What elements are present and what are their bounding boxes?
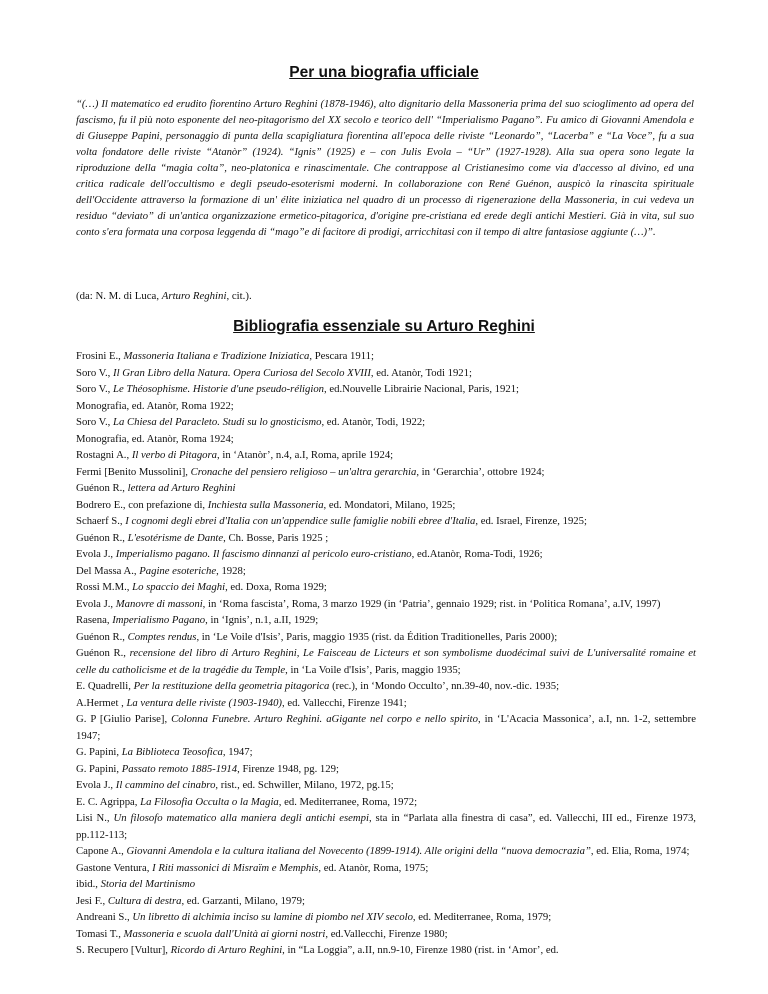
entry-text: , ed.Atanòr, Roma-Todi, 1926; bbox=[411, 548, 543, 560]
entry-text: Rostagni A., bbox=[76, 449, 132, 461]
entry-text: Evola J., bbox=[76, 779, 116, 791]
bibliography-entry bbox=[76, 777, 696, 794]
bibliography-entry bbox=[76, 810, 696, 843]
section-heading-biography: Per una biografia ufficiale bbox=[289, 64, 479, 81]
entry-text: , ed. Israel, Firenze, 1925; bbox=[475, 515, 587, 527]
bibliography-entry bbox=[76, 843, 696, 860]
entry-text: , in “La Loggia”, a.II, nn.9-10, Firenze 1980 (rist. in ‘Amor’, ed. bbox=[282, 944, 559, 956]
entry-title: Il Gran Libro della Natura. Opera Curiosa del Secolo XVIII bbox=[113, 366, 371, 379]
entry-title: Lo spaccio dei Maghi bbox=[132, 581, 226, 593]
source-prefix: (da: N. M. di Luca, bbox=[76, 290, 162, 302]
bibliography-entry bbox=[76, 860, 696, 877]
entry-text: , ed. Doxa, Roma 1929; bbox=[225, 581, 327, 593]
entry-text: Schaerf S., bbox=[76, 515, 126, 527]
entry-text: , 1928; bbox=[216, 564, 246, 577]
bibliography-entry bbox=[76, 612, 696, 629]
entry-title: Giovanni Amendola e la cultura italiana del Novecento (1899-1914). Alle origini della “nuova democrazia” bbox=[126, 845, 591, 857]
entry-text: , ed.Vallecchi, Firenze 1980; bbox=[325, 927, 448, 940]
bibliography-entry bbox=[76, 678, 696, 695]
bibliography-entry bbox=[76, 513, 696, 530]
source-suffix: , cit.). bbox=[226, 290, 252, 302]
bibliography-entry bbox=[76, 530, 696, 547]
entry-title: I Riti massonici di Misraïm e Memphis bbox=[152, 861, 319, 874]
entry-text: E. Quadrelli, bbox=[76, 680, 134, 692]
entry-text: , ed. Garzanti, Milano, 1979; bbox=[181, 894, 305, 907]
entry-title: Il verbo di Pitagora bbox=[131, 449, 218, 461]
bibliography-entry bbox=[76, 414, 696, 431]
entry-text: Capone A., bbox=[76, 845, 127, 857]
bibliography-list bbox=[76, 348, 696, 959]
entry-title: Il cammino del cinabro bbox=[115, 779, 216, 791]
bibliography-entry bbox=[76, 464, 696, 481]
entry-title: Imperialismo Pagano bbox=[112, 614, 206, 626]
bibliography-entry bbox=[76, 629, 696, 646]
entry-title: I cognomi degli ebrei d'Italia con un'appendice sulle famiglie nobili ebree d'Italia bbox=[125, 515, 476, 527]
bibliography-entry bbox=[76, 794, 696, 811]
bibliography-entry bbox=[76, 365, 696, 382]
entry-title: Un filosofo matematico alla maniera degli antichi esempi bbox=[113, 812, 369, 824]
bibliography-entry bbox=[76, 480, 696, 497]
entry-text: , in ‘La Voile d'Isis’, Paris, maggio 1935; bbox=[285, 663, 461, 676]
bibliography-entry bbox=[76, 447, 696, 464]
entry-text: , in ‘Gerarchia’, ottobre 1924; bbox=[416, 465, 545, 478]
entry-text: Jesi F., bbox=[76, 894, 108, 907]
entry-text: , ed. Mondatori, Milano, 1925; bbox=[323, 498, 456, 511]
entry-text: Guénon R., bbox=[76, 482, 128, 494]
bibliography-entry bbox=[76, 761, 696, 778]
entry-text: , 1947; bbox=[222, 746, 253, 758]
entry-title: La ventura delle riviste (1903-1940) bbox=[126, 696, 282, 709]
entry-text: Monografia, ed. Atanòr, Roma 1922; bbox=[76, 399, 234, 412]
entry-title: La Filosofia Occulta o la Magia bbox=[140, 795, 279, 808]
bibliography-entry bbox=[76, 348, 696, 365]
entry-title: Per la restituzione della geometria pitagorica bbox=[133, 680, 330, 692]
entry-text: Evola J., bbox=[76, 597, 116, 610]
entry-text: , sta in “Parlata alla finestra di casa”, ed. Vallecchi, III ed., Firenze 1973, pp.112-113; bbox=[76, 812, 696, 841]
entry-text: , ed. Atanòr, Roma, 1975; bbox=[318, 861, 429, 874]
bibliography-entry bbox=[76, 909, 696, 926]
entry-title: Passato remoto 1885-1914 bbox=[121, 762, 238, 775]
bibliography-entry bbox=[76, 711, 696, 744]
entry-text: (rec.), in ‘Mondo Occulto’, nn.39-40, nov.-dic. 1935; bbox=[329, 680, 560, 692]
entry-title: Un libretto di alchimia inciso su lamine di piombo nel XIV secolo bbox=[132, 911, 413, 923]
entry-text: G. Papini, bbox=[76, 762, 122, 775]
entry-text: Soro V., bbox=[76, 383, 114, 395]
entry-text: Rasena, bbox=[76, 614, 113, 626]
entry-text: S. Recupero [Vultur], bbox=[76, 944, 171, 956]
entry-title: Le Théosophisme. Historie d'une pseudo-réligion bbox=[113, 383, 325, 395]
entry-text: Soro V., bbox=[76, 366, 114, 379]
entry-text: , ed. Elia, Roma, 1974; bbox=[590, 845, 690, 857]
entry-text: Gastone Ventura, bbox=[76, 861, 153, 874]
entry-title: La Chiesa del Paracleto. Studi su lo gnosticismo bbox=[113, 416, 322, 428]
bibliography-entry bbox=[76, 546, 696, 563]
bibliography-entry bbox=[76, 579, 696, 596]
bibliography-entry bbox=[76, 381, 696, 398]
entry-text: Lisi N., bbox=[76, 812, 114, 824]
bibliography-entry bbox=[76, 398, 696, 415]
entry-text: A.Hermet , bbox=[76, 696, 127, 709]
entry-text: Fermi [Benito Mussolini], bbox=[76, 465, 191, 478]
entry-text: , in ‘Le Voile d'Isis’, Paris, maggio 1935 (rist. da Édition Traditionelles, Paris 2000); bbox=[196, 630, 558, 643]
entry-text: E. C. Agrippa, bbox=[76, 795, 141, 808]
bibliography-entry bbox=[76, 695, 696, 712]
entry-text: , ed. Atanòr, Todi 1921; bbox=[370, 366, 472, 379]
entry-text: ibid., bbox=[76, 878, 101, 890]
entry-title: Comptes rendus bbox=[127, 630, 197, 643]
bibliography-entry bbox=[76, 431, 696, 448]
bibliography-entry bbox=[76, 926, 696, 943]
biography-quote: “(…) Il matematico ed erudito fiorentino Arturo Reghini (1878-1946), alto dignitario della Massoneria prima del suo scioglimento ad opera del fascismo, fu il più noto esponente del neo-pitagorismo del XX secolo e teorico dell' “Imperialismo Pagano”. Fu amico di Giovanni Amendola e di Giuseppe Papini, personaggio di punta della scapigliatura fiorentina all'epoca delle riviste “Leonardo”, “Lacerba” e “La Voce”, fu a sua volta fondatore delle riviste “Atanòr” (1924). “Ignis” (1925) e – con Julis Evola – “Ur” (1927-1928). Alla sua opera sono legate la riproduzione della “magia colta”, neo-platonica e rinascimentale. Che contrappose al Cristianesimo come via d'accesso al divino, ed una critica radicale dell'occultismo e degli pseudo-esoterismi moderni. In collaborazione con René Guénon, auspicò la rinascita spirituale dell'Occidente attraverso la formazione di un' élite iniziatica nel quadro di un processo di rigenerazione della Massoneria, in cui vedeva un residuo “deviato” di un'antica organizzazione ermetico-pitagorica, d'origine pre-cristiana ed erede degli antichi Mestieri. Già in vita, sul suo conto s'era formata una corposa leggenda di “mago”e di facitore di prodigi, arricchitasi con il tempo di altre fantasiose aggiunte (…)”. bbox=[76, 99, 694, 238]
entry-text: Frosini E., bbox=[76, 350, 124, 362]
bibliography-entry bbox=[76, 497, 696, 514]
bibliography-entry bbox=[76, 744, 696, 761]
entry-text: , ed. Atanòr, Todi, 1922; bbox=[321, 416, 426, 428]
entry-text: , Pescara 1911; bbox=[309, 350, 374, 362]
entry-text: , in ‘Roma fascista’, Roma, 3 marzo 1929 (in ‘Patria’, gennaio 1929; rist. in ‘Politica Romana’, a.IV, 1997) bbox=[202, 597, 661, 610]
entry-title: La Biblioteca Teosofica bbox=[121, 746, 223, 758]
entry-text: , Ch. Bosse, Paris 1925 ; bbox=[223, 531, 329, 544]
entry-title: Cultura di destra bbox=[107, 894, 182, 907]
entry-text: Tomasi T., bbox=[76, 927, 124, 940]
entry-text: , ed. Mediterranee, Roma, 1979; bbox=[412, 911, 552, 923]
bibliography-entry bbox=[76, 596, 696, 613]
section-heading-bibliography: Bibliografia essenziale su Arturo Reghini bbox=[233, 318, 535, 335]
entry-title: Pagine esoteriche bbox=[139, 564, 217, 577]
entry-title: Massoneria e scuola dall'Unità ai giorni nostri bbox=[123, 927, 326, 940]
entry-text: Del Massa A., bbox=[76, 564, 140, 577]
entry-title: Ricordo di Arturo Reghini bbox=[170, 944, 283, 956]
entry-title: Colonna Funebre. Arturo Reghini. aGigante nel corpo e nello spirito bbox=[171, 713, 478, 725]
entry-text: Guénon R., bbox=[76, 531, 128, 544]
bibliography-entry bbox=[76, 563, 696, 580]
entry-title: Imperialismo pagano. Il fascismo dinnanzi al pericolo euro-cristiano bbox=[115, 548, 412, 560]
bibliography-entry bbox=[76, 645, 696, 678]
bibliography-entry bbox=[76, 942, 696, 959]
entry-title: lettera ad Arturo Reghini bbox=[127, 482, 236, 494]
entry-text: , rist., ed. Schwiller, Milano, 1972, pg.15; bbox=[215, 779, 394, 791]
bibliography-entry bbox=[76, 876, 696, 893]
entry-title: Massoneria Italiana e Tradizione Iniziatica bbox=[123, 350, 310, 362]
bibliography-entry bbox=[76, 893, 696, 910]
entry-text: , in ‘Atanòr’, n.4, a.I, Roma, aprile 1924; bbox=[217, 449, 394, 461]
entry-text: G. Papini, bbox=[76, 746, 122, 758]
entry-title: recensione del libro di Arturo Reghini, Le Faisceau de Licteurs et son symbolisme duodécimal suivi de L'universalité romaine et celle du catholicisme et de la tragédie du Temple bbox=[76, 647, 697, 676]
entry-text: Evola J., bbox=[76, 548, 116, 560]
entry-text: , Firenze 1948, pg. 129; bbox=[237, 762, 339, 775]
entry-text: , in ‘Ignis’, n.1, a.II, 1929; bbox=[205, 614, 319, 626]
entry-text: Soro V., bbox=[76, 416, 114, 428]
entry-title: Storia del Martinismo bbox=[100, 878, 196, 890]
entry-text: , in ‘L'Acacia Massonica’, a.I, nn. 1-2, settembre 1947; bbox=[76, 713, 696, 742]
entry-text: Guénon R., bbox=[76, 647, 130, 659]
entry-text: , ed. Vallecchi, Firenze 1941; bbox=[282, 696, 407, 709]
entry-title: Cronache del pensiero religioso – un'altra gerarchia bbox=[190, 465, 417, 478]
entry-text: Bodrero E., con prefazione di, bbox=[76, 498, 208, 511]
entry-title: Inchiesta sulla Massoneria bbox=[207, 498, 324, 511]
source-title: Arturo Reghini bbox=[161, 290, 227, 302]
entry-text: Rossi M.M., bbox=[76, 581, 133, 593]
entry-title: Manovre di massoni bbox=[115, 597, 203, 610]
entry-text: G. P [Giulio Parise], bbox=[76, 713, 172, 725]
entry-text: Monografia, ed. Atanòr, Roma 1924; bbox=[76, 432, 234, 445]
entry-text: Guénon R., bbox=[76, 630, 128, 643]
entry-title: L'esotérisme de Dante bbox=[127, 531, 224, 544]
entry-text: Andreani S., bbox=[76, 911, 133, 923]
quote-source bbox=[76, 290, 694, 302]
entry-text: , ed.Nouvelle Librairie Nacional, Paris, 1921; bbox=[324, 383, 520, 395]
entry-text: , ed. Mediterranee, Roma, 1972; bbox=[278, 795, 418, 808]
